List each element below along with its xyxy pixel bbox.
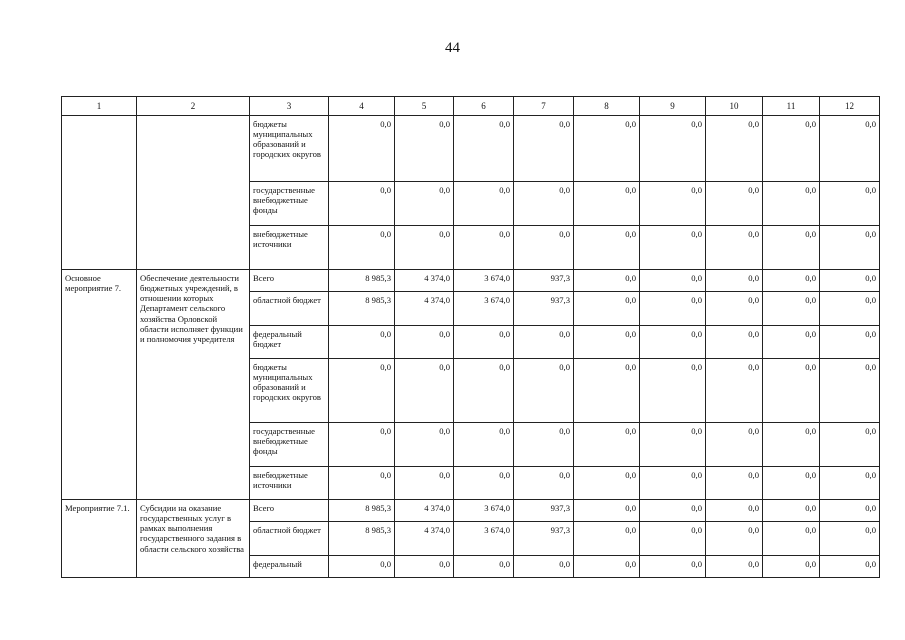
value-cell: 0,0 bbox=[454, 326, 514, 359]
value-cell: 0,0 bbox=[640, 359, 706, 423]
value-cell: 0,0 bbox=[640, 182, 706, 226]
value-cell: 0,0 bbox=[454, 182, 514, 226]
value-cell: 0,0 bbox=[706, 423, 763, 467]
column-number-header: 12 bbox=[820, 97, 880, 116]
column-number-header: 2 bbox=[137, 97, 250, 116]
value-cell: 0,0 bbox=[706, 556, 763, 578]
value-cell: 0,0 bbox=[574, 359, 640, 423]
value-cell: 0,0 bbox=[329, 116, 395, 182]
value-cell: 0,0 bbox=[763, 292, 820, 326]
value-cell: 0,0 bbox=[706, 226, 763, 270]
value-cell: 0,0 bbox=[763, 359, 820, 423]
column-number-header: 6 bbox=[454, 97, 514, 116]
value-cell: 0,0 bbox=[574, 326, 640, 359]
value-cell: 0,0 bbox=[395, 116, 454, 182]
value-cell: 937,3 bbox=[514, 522, 574, 556]
value-cell: 0,0 bbox=[574, 292, 640, 326]
value-cell: 0,0 bbox=[395, 182, 454, 226]
value-cell: 0,0 bbox=[329, 326, 395, 359]
funding-source-cell: внебюджетные источники bbox=[250, 467, 329, 500]
value-cell: 0,0 bbox=[820, 467, 880, 500]
funding-source-cell: федеральный bbox=[250, 556, 329, 578]
funding-source-cell: государственные внебюджетные фонды bbox=[250, 423, 329, 467]
value-cell: 0,0 bbox=[574, 226, 640, 270]
funding-source-cell: Всего bbox=[250, 270, 329, 292]
name-cell-empty bbox=[137, 116, 250, 270]
value-cell: 0,0 bbox=[763, 467, 820, 500]
status-cell-empty bbox=[62, 116, 137, 270]
value-cell: 0,0 bbox=[763, 423, 820, 467]
value-cell: 3 674,0 bbox=[454, 522, 514, 556]
value-cell: 0,0 bbox=[329, 226, 395, 270]
value-cell: 0,0 bbox=[454, 423, 514, 467]
funding-source-cell: областной бюджет bbox=[250, 292, 329, 326]
value-cell: 0,0 bbox=[763, 522, 820, 556]
value-cell: 0,0 bbox=[763, 116, 820, 182]
value-cell: 937,3 bbox=[514, 292, 574, 326]
value-cell: 0,0 bbox=[454, 359, 514, 423]
table-row bbox=[62, 500, 880, 522]
value-cell: 0,0 bbox=[820, 423, 880, 467]
value-cell: 0,0 bbox=[514, 556, 574, 578]
value-cell: 8 985,3 bbox=[329, 270, 395, 292]
value-cell: 0,0 bbox=[574, 423, 640, 467]
column-number-header: 5 bbox=[395, 97, 454, 116]
value-cell: 0,0 bbox=[574, 182, 640, 226]
value-cell: 0,0 bbox=[395, 226, 454, 270]
funding-source-cell: государственные внебюджетные фонды bbox=[250, 182, 329, 226]
value-cell: 0,0 bbox=[454, 116, 514, 182]
value-cell: 0,0 bbox=[640, 423, 706, 467]
value-cell: 0,0 bbox=[706, 359, 763, 423]
value-cell: 0,0 bbox=[706, 270, 763, 292]
table-row bbox=[62, 270, 880, 292]
value-cell: 0,0 bbox=[820, 226, 880, 270]
value-cell: 937,3 bbox=[514, 500, 574, 522]
value-cell: 0,0 bbox=[514, 359, 574, 423]
page-number: 44 bbox=[445, 40, 460, 56]
column-number-header: 4 bbox=[329, 97, 395, 116]
value-cell: 0,0 bbox=[820, 116, 880, 182]
column-number-header: 10 bbox=[706, 97, 763, 116]
value-cell: 0,0 bbox=[640, 326, 706, 359]
value-cell: 0,0 bbox=[820, 522, 880, 556]
value-cell: 0,0 bbox=[514, 423, 574, 467]
value-cell: 0,0 bbox=[763, 270, 820, 292]
value-cell: 0,0 bbox=[706, 326, 763, 359]
column-number-header: 1 bbox=[62, 97, 137, 116]
column-number-header: 3 bbox=[250, 97, 329, 116]
value-cell: 0,0 bbox=[820, 500, 880, 522]
measure-status-cell: Основное мероприятие 7. bbox=[62, 270, 137, 500]
measure-status-cell: Мероприятие 7.1. bbox=[62, 500, 137, 578]
value-cell: 0,0 bbox=[763, 226, 820, 270]
funding-source-cell: бюджеты муниципальных образований и городских округов bbox=[250, 359, 329, 423]
column-number-row bbox=[62, 97, 880, 116]
column-number-header: 8 bbox=[574, 97, 640, 116]
value-cell: 0,0 bbox=[640, 467, 706, 500]
value-cell: 0,0 bbox=[706, 292, 763, 326]
value-cell: 0,0 bbox=[395, 359, 454, 423]
value-cell: 0,0 bbox=[820, 182, 880, 226]
funding-source-cell: бюджеты муниципальных образований и городских округов bbox=[250, 116, 329, 182]
value-cell: 0,0 bbox=[574, 116, 640, 182]
value-cell: 0,0 bbox=[763, 326, 820, 359]
value-cell: 0,0 bbox=[514, 116, 574, 182]
value-cell: 0,0 bbox=[820, 326, 880, 359]
column-number-header: 9 bbox=[640, 97, 706, 116]
value-cell: 0,0 bbox=[706, 500, 763, 522]
value-cell: 4 374,0 bbox=[395, 500, 454, 522]
value-cell: 3 674,0 bbox=[454, 270, 514, 292]
value-cell: 3 674,0 bbox=[454, 500, 514, 522]
value-cell: 0,0 bbox=[706, 467, 763, 500]
value-cell: 8 985,3 bbox=[329, 522, 395, 556]
value-cell: 0,0 bbox=[640, 500, 706, 522]
value-cell: 0,0 bbox=[395, 423, 454, 467]
table-body bbox=[62, 97, 880, 578]
column-number-header: 7 bbox=[514, 97, 574, 116]
value-cell: 0,0 bbox=[395, 467, 454, 500]
measure-name-cell: Субсидии на оказание государственных услуг в рамках выполнения государственного задания в области сельского хозяйства bbox=[137, 500, 250, 578]
value-cell: 4 374,0 bbox=[395, 292, 454, 326]
funding-source-cell: внебюджетные источники bbox=[250, 226, 329, 270]
value-cell: 0,0 bbox=[706, 116, 763, 182]
value-cell: 0,0 bbox=[763, 182, 820, 226]
value-cell: 0,0 bbox=[514, 467, 574, 500]
funding-source-cell: федеральный бюджет bbox=[250, 326, 329, 359]
value-cell: 937,3 bbox=[514, 270, 574, 292]
value-cell: 0,0 bbox=[329, 182, 395, 226]
funding-source-cell: Всего bbox=[250, 500, 329, 522]
value-cell: 0,0 bbox=[640, 116, 706, 182]
value-cell: 0,0 bbox=[329, 423, 395, 467]
value-cell: 0,0 bbox=[640, 226, 706, 270]
value-cell: 0,0 bbox=[820, 292, 880, 326]
budget-table bbox=[61, 96, 880, 578]
value-cell: 0,0 bbox=[514, 182, 574, 226]
value-cell: 0,0 bbox=[574, 467, 640, 500]
value-cell: 0,0 bbox=[574, 556, 640, 578]
value-cell: 0,0 bbox=[640, 522, 706, 556]
column-number-header: 11 bbox=[763, 97, 820, 116]
value-cell: 0,0 bbox=[820, 359, 880, 423]
value-cell: 0,0 bbox=[329, 467, 395, 500]
value-cell: 0,0 bbox=[706, 522, 763, 556]
value-cell: 0,0 bbox=[640, 270, 706, 292]
table-row bbox=[62, 116, 880, 182]
value-cell: 0,0 bbox=[329, 359, 395, 423]
value-cell: 0,0 bbox=[763, 556, 820, 578]
value-cell: 0,0 bbox=[329, 556, 395, 578]
funding-source-cell: областной бюджет bbox=[250, 522, 329, 556]
value-cell: 3 674,0 bbox=[454, 292, 514, 326]
value-cell: 0,0 bbox=[514, 326, 574, 359]
value-cell: 4 374,0 bbox=[395, 522, 454, 556]
value-cell: 0,0 bbox=[574, 522, 640, 556]
value-cell: 0,0 bbox=[395, 556, 454, 578]
value-cell: 0,0 bbox=[706, 182, 763, 226]
value-cell: 0,0 bbox=[820, 270, 880, 292]
value-cell: 0,0 bbox=[454, 467, 514, 500]
value-cell: 0,0 bbox=[574, 500, 640, 522]
value-cell: 0,0 bbox=[395, 326, 454, 359]
value-cell: 0,0 bbox=[574, 270, 640, 292]
value-cell: 0,0 bbox=[763, 500, 820, 522]
value-cell: 0,0 bbox=[640, 292, 706, 326]
value-cell: 8 985,3 bbox=[329, 500, 395, 522]
value-cell: 0,0 bbox=[820, 556, 880, 578]
value-cell: 0,0 bbox=[454, 226, 514, 270]
value-cell: 4 374,0 bbox=[395, 270, 454, 292]
value-cell: 0,0 bbox=[454, 556, 514, 578]
measure-name-cell: Обеспечение деятельности бюджетных учреждений, в отношении которых Департамент сельского хозяйства Орловской области исполняет функции и полномочия учредителя bbox=[137, 270, 250, 500]
value-cell: 8 985,3 bbox=[329, 292, 395, 326]
value-cell: 0,0 bbox=[640, 556, 706, 578]
value-cell: 0,0 bbox=[514, 226, 574, 270]
